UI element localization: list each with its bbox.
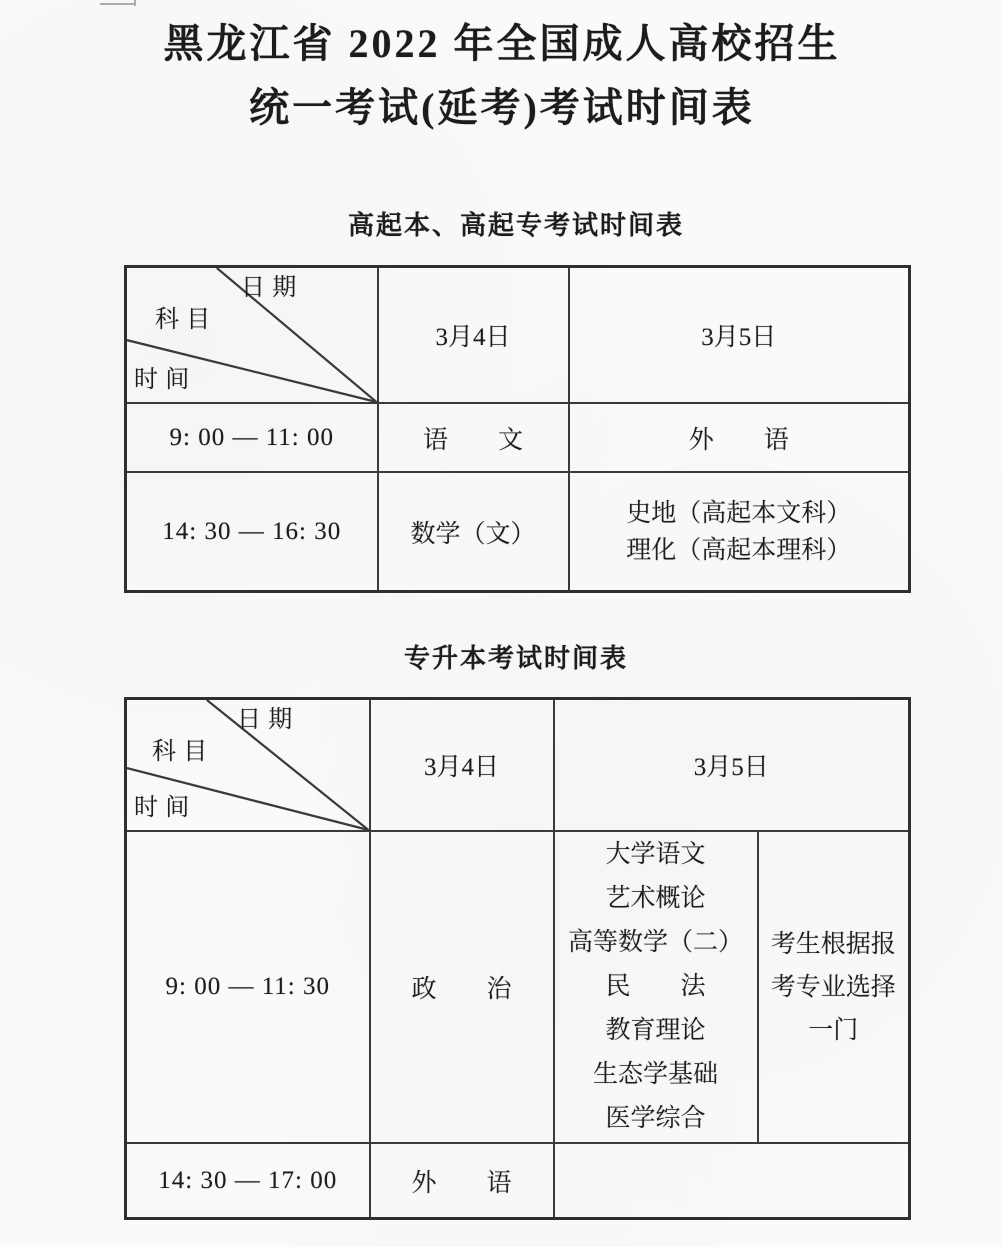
table2-afternoon-time: 14: 30 — 17: 00 bbox=[126, 1143, 370, 1219]
table2-afternoon-mar5-empty bbox=[554, 1143, 910, 1219]
subject-line: 民 法 bbox=[605, 973, 706, 1000]
table1-morning-mar5-subject: 外 语 bbox=[569, 403, 910, 472]
table2-morning-mar4-subject: 政 治 bbox=[370, 831, 554, 1143]
table2-morning-mar5-subject-list bbox=[554, 831, 758, 1143]
table1-col-header-mar4: 3月4日 bbox=[378, 267, 569, 404]
subject-line: 生态学基础 bbox=[592, 1061, 718, 1088]
table2-header-row bbox=[126, 699, 910, 832]
note-line: 考生根据报 bbox=[770, 930, 896, 958]
table1-morning-time: 9: 00 — 11: 00 bbox=[126, 403, 378, 472]
table2-zhuanshengben-timetable bbox=[124, 697, 911, 1220]
table2-col-header-mar4: 3月4日 bbox=[370, 699, 554, 832]
table1-header-row bbox=[126, 267, 910, 404]
subject-line: 大学语文 bbox=[605, 841, 706, 868]
corner-label-time: 时间 bbox=[134, 795, 197, 821]
table1-corner-cell bbox=[126, 267, 378, 404]
table2-col-header-mar5: 3月5日 bbox=[554, 699, 910, 832]
table1-morning-mar4-subject: 语 文 bbox=[378, 403, 569, 472]
table2-row-morning bbox=[126, 831, 910, 1143]
scan-artifact-tick bbox=[134, 0, 136, 6]
table2-row-afternoon bbox=[126, 1143, 910, 1219]
subject-line: 理化（高起本理科） bbox=[626, 536, 852, 564]
corner-label-date: 日期 bbox=[237, 707, 300, 733]
note-line: 一门 bbox=[808, 1016, 859, 1044]
subject-line: 医学综合 bbox=[605, 1105, 706, 1132]
corner-label-time: 时间 bbox=[134, 367, 197, 393]
subject-line: 高等数学（二） bbox=[567, 929, 743, 956]
table2-caption: 专升本考试时间表 bbox=[403, 644, 628, 673]
table1-gaoqi-timetable bbox=[124, 265, 911, 593]
subject-line: 教育理论 bbox=[605, 1017, 706, 1044]
title-line-2: 统一考试(延考)考试时间表 bbox=[249, 85, 755, 130]
table2-morning-time: 9: 00 — 11: 30 bbox=[126, 831, 370, 1143]
table1-col-header-mar5: 3月5日 bbox=[569, 267, 910, 404]
subject-line: 艺术概论 bbox=[605, 885, 706, 912]
table1-caption: 高起本、高起专考试时间表 bbox=[347, 211, 684, 240]
document-title bbox=[110, 18, 894, 134]
table1-afternoon-mar5-subjects bbox=[569, 472, 910, 592]
scan-artifact-line bbox=[100, 3, 136, 5]
corner-label-date: 日期 bbox=[241, 275, 304, 301]
table1-row-afternoon bbox=[126, 472, 910, 592]
corner-label-subject: 科目 bbox=[155, 307, 218, 333]
table1-row-morning bbox=[126, 403, 910, 472]
title-line-1: 黑龙江省 2022 年全国成人高校招生 bbox=[163, 21, 841, 66]
note-line: 考专业选择 bbox=[770, 973, 896, 1001]
table2-morning-note bbox=[758, 831, 910, 1143]
table2-corner-cell bbox=[126, 699, 370, 832]
table1-afternoon-mar4-subject: 数学（文） bbox=[378, 472, 569, 592]
corner-label-subject: 科目 bbox=[152, 739, 215, 765]
table2-afternoon-mar4-subject: 外 语 bbox=[370, 1143, 554, 1219]
subject-line: 史地（高起本文科） bbox=[626, 499, 852, 527]
table1-afternoon-time: 14: 30 — 16: 30 bbox=[126, 472, 378, 592]
